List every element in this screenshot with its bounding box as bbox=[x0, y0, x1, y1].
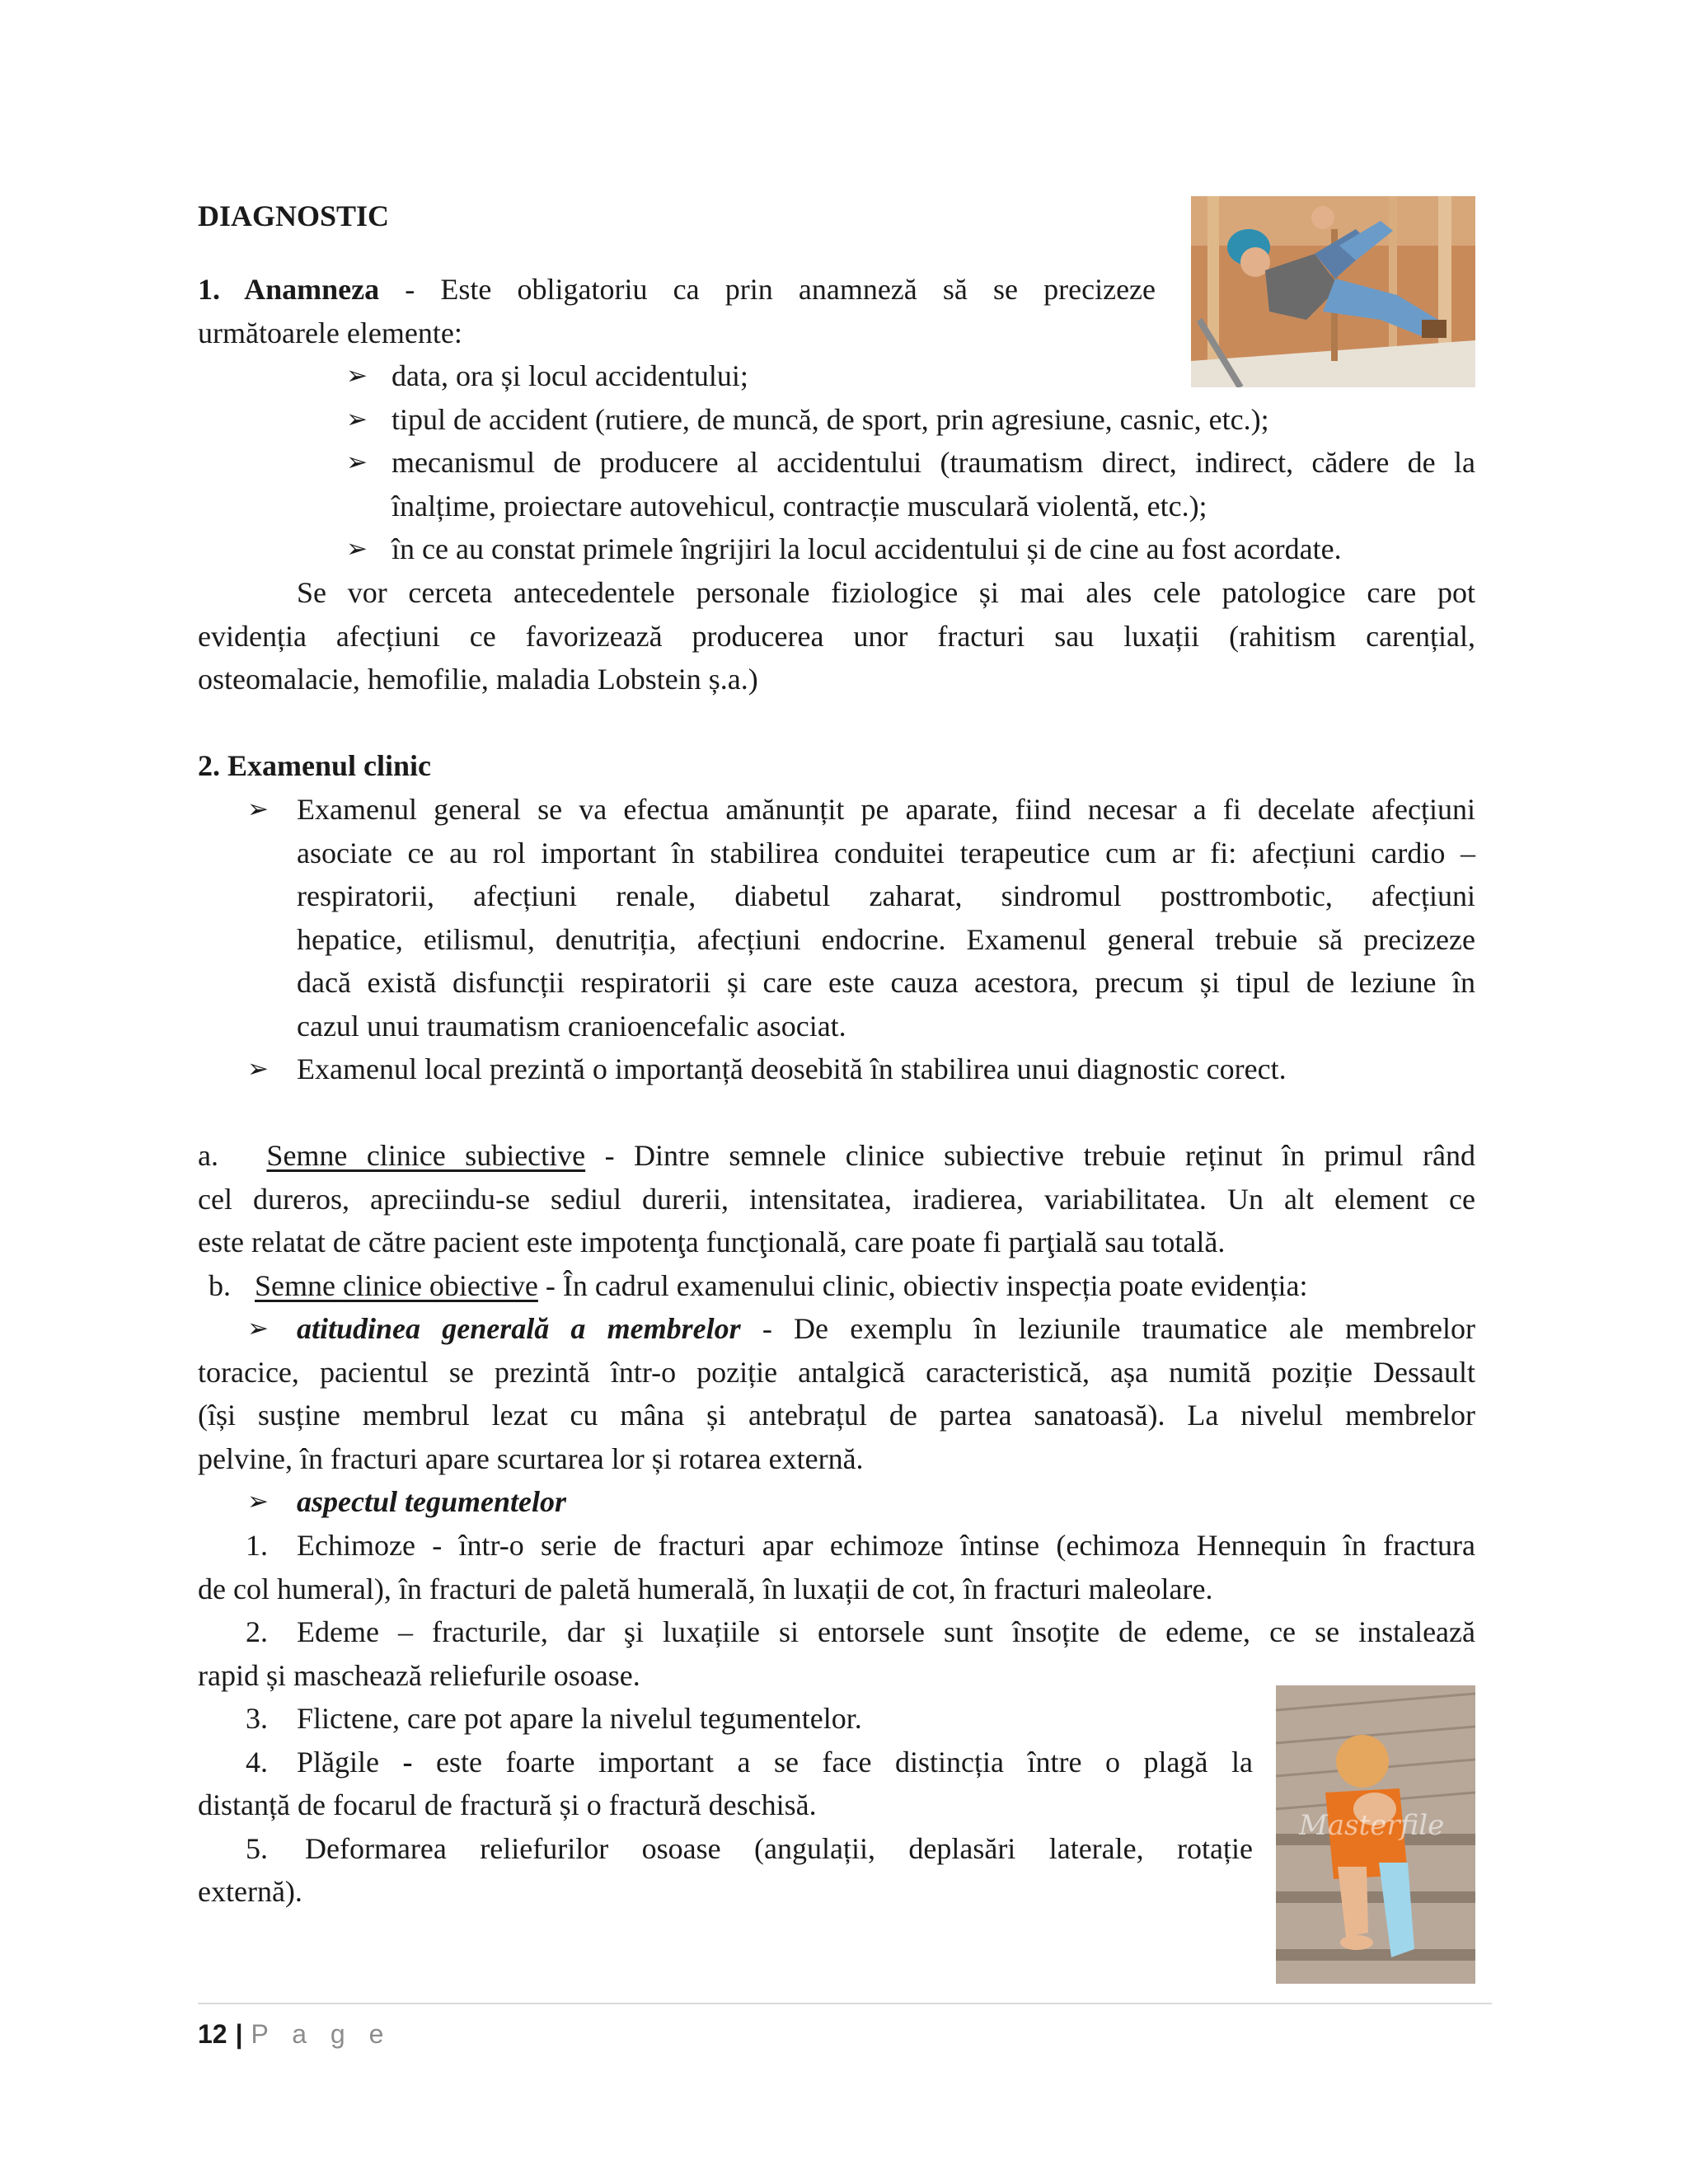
semne-subiective-title: Semne clinice subiective bbox=[266, 1139, 586, 1172]
list-item: 5. Deformarea reliefurilor osoase (angulații, deplasări laterale, rotație bbox=[246, 1831, 1253, 1865]
anamneza-title: 1. Anamneza bbox=[198, 273, 380, 306]
page-footer: 12 | P a g e bbox=[198, 2019, 392, 2049]
list-item: 4. Plăgile - este foarte important a se face distincția între o plagă la bbox=[246, 1745, 1254, 1779]
arrow-bullet-icon: ➢ bbox=[247, 1314, 269, 1343]
arrow-bullet-icon: ➢ bbox=[346, 404, 368, 434]
list-item: 3. Flictene, care pot apare la nivelul tegumentelor. bbox=[246, 1702, 862, 1735]
numbered-list-wide: 1. Echimoze - într-o serie de fracturi apar echimoze întinse (echimoza Hennequin în fractura de col humeral), în fracturi de paletă humerală, în luxații de cot, în fracturi maleolare. 2. Edeme – fracturile, dar şi luxațiile si entorsele sunt însoțite de edeme, ce se instalează rapid și maschează reliefurile osoase. bbox=[198, 1524, 1475, 1697]
atitudinea-title: atitudinea generală a membrelor bbox=[297, 1312, 741, 1345]
semne-subiective-paragraph: a. Semne clinice subiective - Dintre semnele clinice subiective trebuie reținut în primul rând cel dureros, apreciindu-se sediul durerii, intensitatea, iradierea, variabilitatea. Un alt element ce este relatat de către pacient este impotenţa funcţională, care poate fi parţială sau totală. bbox=[198, 1139, 1476, 1258]
arrow-bullet-icon: ➢ bbox=[346, 361, 368, 391]
list-item: ➢ data, ora și locul accidentului; bbox=[346, 354, 1475, 398]
page-heading: DIAGNOSTIC bbox=[198, 199, 390, 232]
list-item: 1. Echimoze - într-o serie de fracturi apar echimoze întinse (echimoza Hennequin în fractura bbox=[246, 1529, 1475, 1562]
examen-general-item: ➢ Examenul general se va efectua amănunțit pe aparate, fiind necesar a fi decelate afecțiuni asociate ce au rol important în stabilirea conduitei terapeutice cum ar fi: afecțiuni cardio – respiratorii, afecțiuni renale, diabetul zaharat, sindromul posttrombotic, afecțiuni hepatice, etilismul, denutriția, afecțiuni endocrine. Examenul general trebuie să precizeze dacă există disfuncții respiratorii și care este cauza acestora, precum și tipul de leziune în cazul unui traumatism cranioencefalic asociat. bbox=[247, 788, 1475, 1047]
watermark: Masterfile bbox=[1299, 1809, 1445, 1842]
examen-local-item: ➢ Examenul local prezintă o importanță deosebită în stabilirea unui diagnostic corect. bbox=[247, 1047, 1475, 1091]
arrow-bullet-icon: ➢ bbox=[346, 448, 368, 477]
arrow-bullet-icon: ➢ bbox=[247, 794, 269, 824]
list-item: ➢ mecanismul de producere al accidentului (traumatism direct, indirect, cădere de la înalțime, proiectare autovehicul, contracție musculară violentă, etc.); bbox=[346, 441, 1475, 527]
aspectul-title-line: ➢ aspectul tegumentelor bbox=[198, 1480, 1475, 1524]
anamneza-intro: 1. Anamneza - Este obligatoriu ca prin anamneză să se precizeze următoarele elemente: bbox=[198, 273, 1156, 349]
arrow-bullet-icon: ➢ bbox=[247, 1487, 269, 1516]
numbered-list-narrow: 3. Flictene, care pot apare la nivelul tegumentelor. 4. Plăgile - este foarte important a se face distincția între o plagă la distanță de focarul de fractură și o fractură deschisă. 5. Deformarea reliefurilor osoase (angulații, deplasări laterale, rotație externă). bbox=[198, 1697, 1253, 1914]
footer-divider bbox=[198, 2003, 1492, 2004]
antecedente-paragraph: Se vor cerceta antecedentele personale fiziologice și mai ales cele patologice care pot evidenția afecțiuni ce favorizează producerea unor fracturi sau luxații (rahitism carențial, osteomalacie, hemofilie, maladia Lobstein ș.a.) bbox=[198, 576, 1475, 696]
atitudinea-paragraph: ➢ atitudinea generală a membrelor - De exemplu în leziunile traumatice ale membrelor toracice, pacientul se prezintă într-o poziție antalgică caracteristică, așa numită poziție Dessault (își susține membrul lezat cu mâna și antebrațul de partea sanatoasă). La nivelul membrelor pelvine, în fracturi apare scurtarea lor și rotarea externă. bbox=[198, 1307, 1475, 1480]
semne-obiective-title: Semne clinice obiective bbox=[255, 1269, 538, 1302]
semne-obiective-line: b. Semne clinice obiective - În cadrul examenului clinic, obiectiv inspecția poate evidenția: bbox=[209, 1269, 1308, 1302]
list-item: ➢ tipul de accident (rutiere, de muncă, de sport, prin agresiune, casnic, etc.); bbox=[346, 398, 1475, 442]
child-cast-photo bbox=[1276, 1685, 1475, 1984]
list-item: ➢ în ce au constat primele îngrijiri la locul accidentului și de cine au fost acordate. bbox=[346, 527, 1475, 571]
arrow-bullet-icon: ➢ bbox=[346, 534, 368, 564]
page-number: 12 bbox=[198, 2019, 227, 2049]
arrow-bullet-icon: ➢ bbox=[247, 1054, 269, 1084]
list-item: 2. Edeme – fracturile, dar şi luxațiile si entorsele sunt însoțite de edeme, ce se instalează bbox=[246, 1615, 1475, 1648]
examenul-clinic-title: 2. Examenul clinic bbox=[198, 749, 432, 782]
anamneza-list bbox=[346, 354, 1475, 571]
